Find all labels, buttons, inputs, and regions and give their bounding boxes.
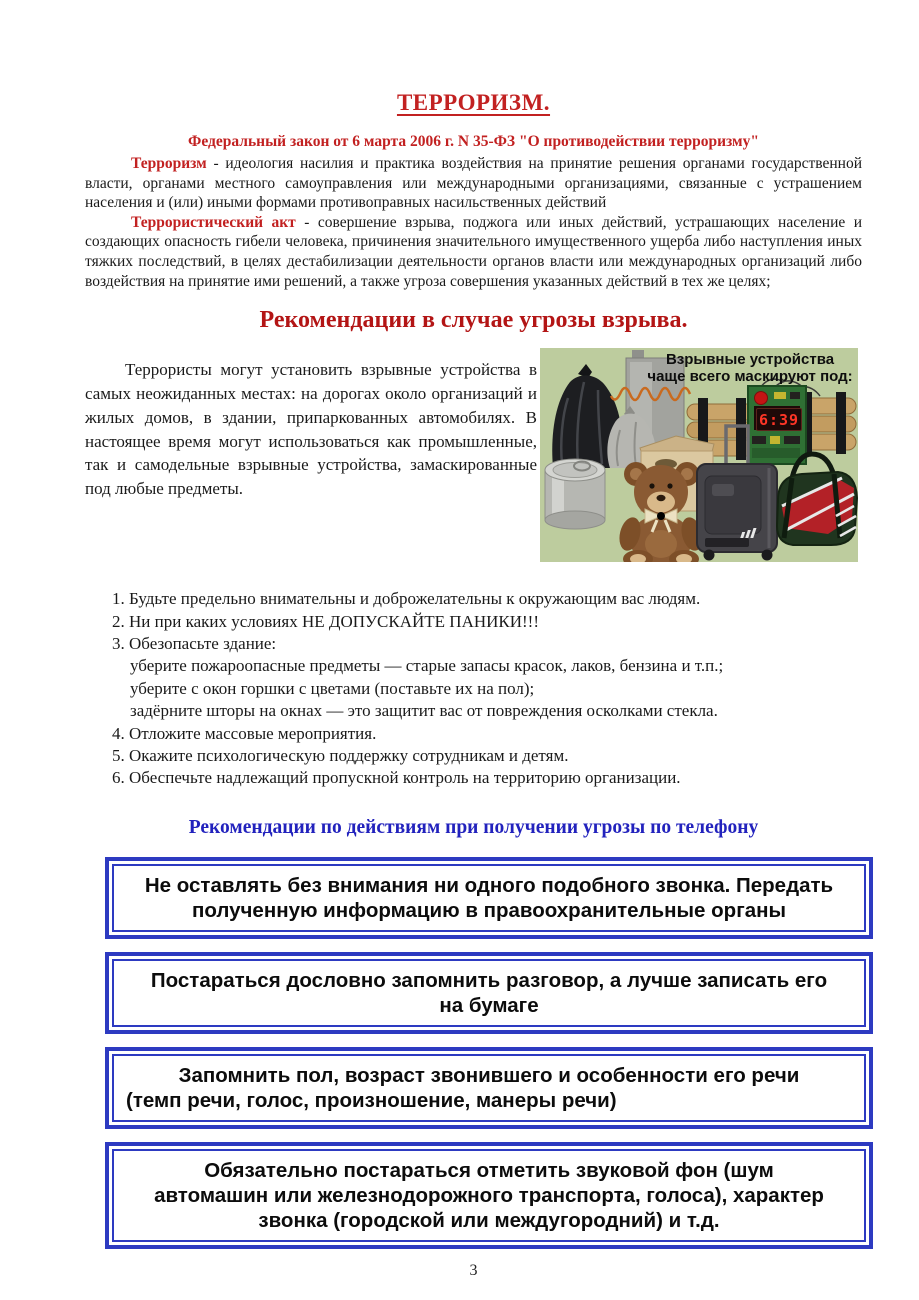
box-text-line: Обязательно постараться отметить звуковой фон (шум bbox=[204, 1158, 774, 1182]
recommendations-list bbox=[112, 588, 862, 790]
box-text-line: Не оставлять без внимания ни одного подобного звонка. Передать bbox=[144, 873, 834, 897]
box-text-line: звонка (городской или междугородний) и т.д. bbox=[258, 1208, 720, 1232]
list-subitem: уберите с окон горшки с цветами (поставьте их на пол); bbox=[130, 678, 535, 698]
section-heading-explosion: Рекомендации в случае угрозы взрыва. bbox=[259, 307, 688, 334]
section-heading-phone-threat: Рекомендации по действиям при получении угрозы по телефону bbox=[188, 816, 759, 838]
box-text-line: Постараться дословно запомнить разговор, а лучше записать его bbox=[150, 968, 828, 992]
illustration-caption bbox=[644, 352, 856, 386]
list-subitem: уберите пожароопасные предметы — старые запасы красок, лаков, бензина и т.п.; bbox=[130, 656, 724, 676]
list-item: 6. Обеспечьте надлежащий пропускной контроль на территорию организации. bbox=[112, 768, 681, 788]
list-item: 2. Ни при каких условиях НЕ ДОПУСКАЙТЕ ПАНИКИ!!! bbox=[112, 611, 540, 631]
illustration-caption-line1: Взрывные устройства bbox=[665, 351, 835, 369]
definition-term: Терроризм bbox=[131, 155, 207, 172]
list-subitem: задёрните шторы на окнах — это защитит вас от повреждения осколками стекла. bbox=[130, 701, 718, 721]
box-text-line: полученную информацию в правоохранительные органы bbox=[191, 898, 787, 922]
list-item: 5. Окажите психологическую поддержку сотрудникам и детям. bbox=[112, 746, 569, 765]
masked-devices-illustration bbox=[540, 348, 858, 562]
phone-threat-box-2 bbox=[105, 952, 873, 1034]
phone-threat-box-1 bbox=[105, 857, 873, 939]
box-text-line: Запомнить пол, возраст звонившего и особенности его речи bbox=[178, 1063, 800, 1087]
illustration-caption-line2: чаще всего маскируют под: bbox=[647, 367, 853, 385]
two-column-block bbox=[85, 348, 862, 562]
tin-can-shape bbox=[545, 459, 605, 529]
suitcase-shape bbox=[697, 464, 777, 561]
list-item: 3. Обезопасьте здание: bbox=[112, 633, 277, 653]
list-item: 1. Будьте предельно внимательны и доброжелательны к окружающим вас людям. bbox=[112, 589, 701, 609]
definition-terrorism bbox=[85, 154, 862, 213]
definition-text: - совершение взрыва, поджога или иных действий, устрашающих население и создающих опасность гибели человека, причинения значительного имущественного ущерба либо наступления иных тяжких последствий, в целях дестабилизации деятельности органов власти или международных организаций либо воздействия на принятие ими решений, а также угроза совершения указанных действий в тех же целях; bbox=[85, 213, 862, 290]
phone-threat-boxes bbox=[105, 857, 873, 1249]
definition-term: Террористический акт bbox=[131, 213, 296, 231]
list-item: 4. Отложите массовые мероприятия. bbox=[112, 723, 377, 743]
box-text-line: на бумаге bbox=[439, 993, 539, 1017]
law-heading: Федеральный закон от 6 марта 2006 г. N 35-ФЗ "О противодействии терроризму" bbox=[188, 133, 759, 150]
page-title: ТЕРРОРИЗМ. bbox=[396, 90, 551, 115]
explosion-paragraph: Террористы могут установить взрывные устройства в самых неожиданных местах: на дорогах около организаций и жилых домов, в здании, припаркованных автомобилях. В настоящее время могут использоваться как промышленные, так и самодельные взрывные устройства, замаскированные под любые предметы. bbox=[85, 360, 537, 499]
phone-threat-box-3 bbox=[105, 1047, 873, 1129]
box-text-line: автомашин или железнодорожного транспорта, голоса), характер bbox=[154, 1183, 824, 1207]
definition-terrorist-act bbox=[85, 213, 862, 291]
phone-threat-box-4 bbox=[105, 1142, 873, 1249]
bomb-timer-display: 6:39 bbox=[756, 408, 802, 431]
definition-text: - идеология насилия и практика воздействия на принятие решения органами государственной власти, органами местного самоуправления или международными организациями, связанные с устрашением населения и (или) иными формами противоправных насильственных действий bbox=[85, 155, 862, 212]
box-text-line: (темп речи, голос, произношение, манеры речи) bbox=[126, 1088, 617, 1112]
page-number: 3 bbox=[469, 1261, 478, 1279]
